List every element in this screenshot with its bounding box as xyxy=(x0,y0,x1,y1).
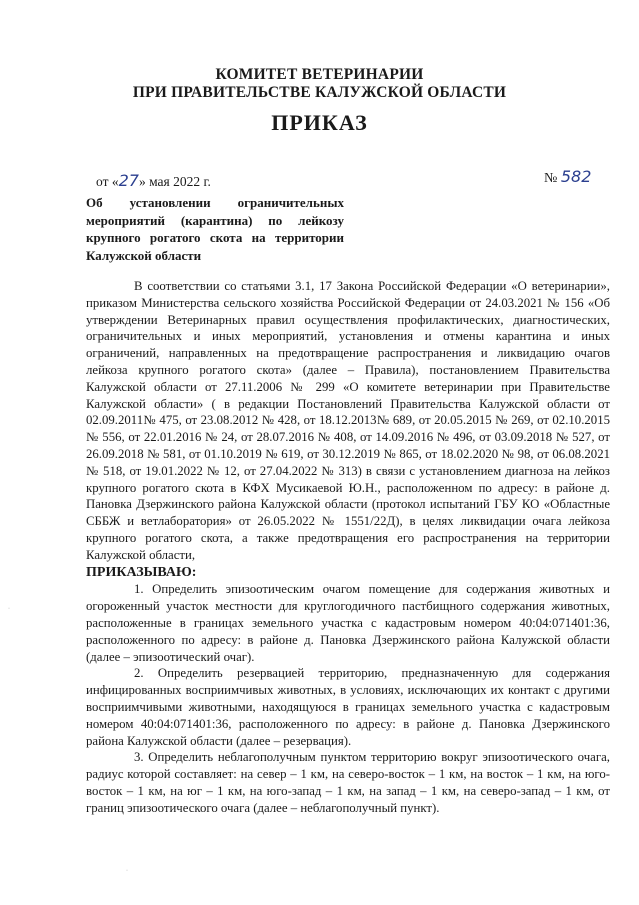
document-title: ПРИКАЗ xyxy=(271,110,368,135)
order-item-1: 1. Определить эпизоотическим очагом помещение для содержания животных и огороженный участок местности для круглогодичного пастбищного содержания животных, расположенные в границах земельного участка с кадастровым номером 40:04:071401:36, расположенного по адресу: в районе д. Пановка Дзержинского района Калужской области (далее – эпизоотический очаг). xyxy=(86,582,610,664)
date-suffix: » мая 2022 г. xyxy=(138,174,211,189)
organization-name-line-1: КОМИТЕТ ВЕТЕРИНАРИИ xyxy=(215,66,424,83)
scan-artifact-mark: · xyxy=(8,606,10,612)
preamble-paragraph: В соответствии со статьями 3.1, 17 Закона Российской Федерации «О ветеринарии», приказом Министерства сельского хозяйства Российской Федерации от 24.03.2021 № 156 «Об утверждении Ветеринарных правил осуществления профилактических, диагностических, ограничительных и иных мероприятий, установления и отмены карантина и иных ограничений, направленных на предотвращение распространения и ликвидацию очагов лейкоза крупного рогатого скота» (далее – Правила), постановлением Правительства Калужской области от 27.11.2006 № 299 «О комитете ветеринарии при Правительстве Калужской области» ( в редакции Постановлений Правительства Калужской области от 02.09.2011№ 475, от 23.08.2012 № 428, от 18.12.2013№ 689, от 20.05.2015 № 269, от 02.10.2015 № 556, от 22.01.2016 № 24, от 28.07.2016 № 408, от 14.09.2016 № 496, от 03.09.2018 № 527, от 26.09.2018 № 581, от 01.10.2019 № 619, от 30.12.2019 № 865, от 18.02.2020 № 98, от 06.08.2021 № 518, от 19.01.2022 № 12, от 27.04.2022 № 313) в связи с установлением диагноза на лейкоз крупного рогатого скота в КФХ Мусикаевой Ю.Н., расположенном по адресу: в районе д. Пановка Дзержинского района Калужской области (протокол испытаний ГБУ КО «Областные СББЖ и ветлаборатория» от 26.05.2022 № 1551/22Д), в целях ликвидации очага лейкоза крупного рогатого скота, а также предотвращения его распространения на территории Калужской области, xyxy=(86,279,610,562)
date-day-handwritten: 27 xyxy=(118,171,139,190)
date-prefix: от « xyxy=(96,174,119,189)
organization-name-line-2: ПРИ ПРАВИТЕЛЬСТВЕ КАЛУЖСКОЙ ОБЛАСТИ xyxy=(132,84,507,101)
number-value-handwritten: 582 xyxy=(560,167,592,186)
document-body xyxy=(86,278,610,817)
order-item-2: 2. Определить резервацией территорию, предназначенную для содержания инфицированных восприимчивых животных, в условиях, исключающих их контакт с другими восприимчивыми животными, находящуюся в границах земельного участка с кадастровым номером 40:04:071401:36, расположенного по адресу: в районе д. Пановка Дзержинского района Калужской области (далее – резервация). xyxy=(86,666,610,748)
document-date xyxy=(96,171,211,190)
order-item-3: 3. Определить неблагополучным пунктом территорию вокруг эпизоотического очага, радиус которой составляет: на север – 1 км, на северо-восток – 1 км, на восток – 1 км, на юго-восток – 1 км, на юг – 1 км, на юго-запад – 1 км, на запад – 1 км, на северо-запад – 1 км, от границ эпизоотического очага (далее – неблагополучный пункт). xyxy=(86,750,610,815)
document-number xyxy=(544,167,591,187)
scan-artifact-mark: · xyxy=(126,868,128,874)
document-subject: Об установлении ограничительных мероприятий (карантина) по лейкозу крупного рогатого скота на территории Калужской области xyxy=(86,195,344,263)
number-label: № xyxy=(544,171,561,186)
order-heading: ПРИКАЗЫВАЮ: xyxy=(86,564,197,580)
